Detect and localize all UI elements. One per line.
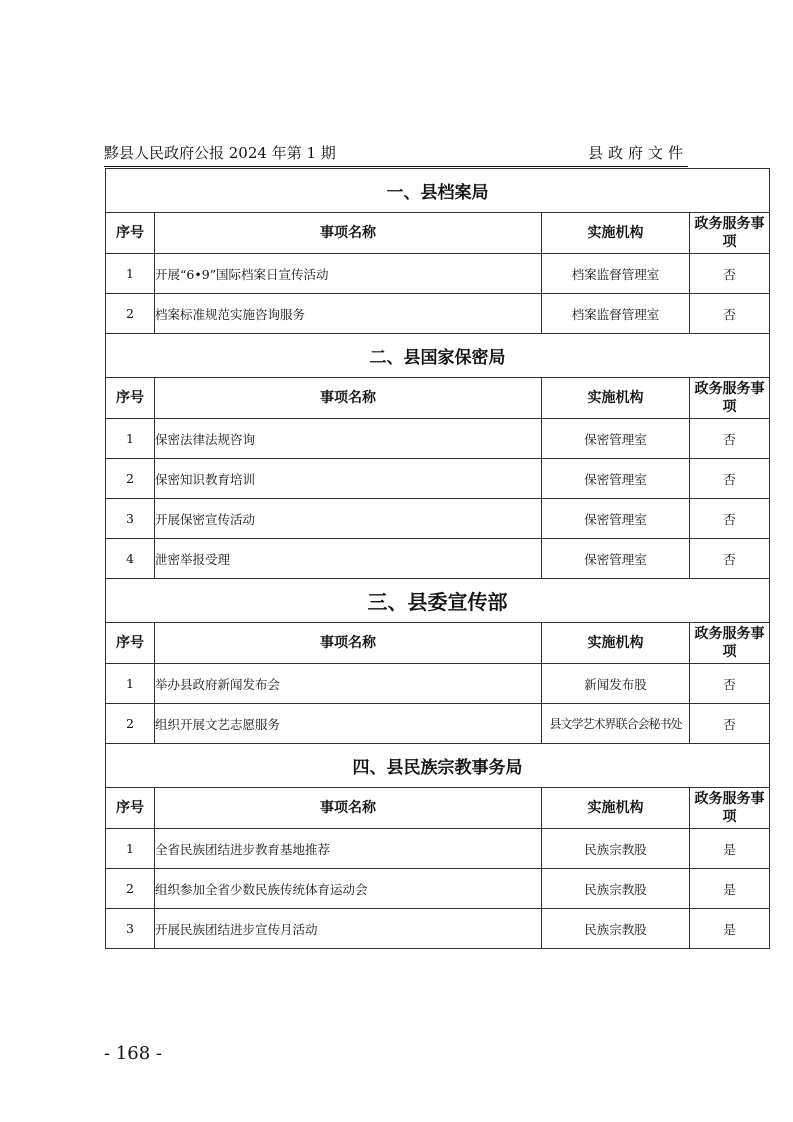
col-header-name: 事项名称 bbox=[155, 213, 542, 254]
col-header-org: 实施机构 bbox=[542, 213, 690, 254]
header-row bbox=[106, 213, 770, 254]
cell-org: 档案监督管理室 bbox=[542, 294, 690, 334]
cell-seq: 1 bbox=[106, 419, 155, 459]
section-title: 三、县委宣传部 bbox=[106, 579, 770, 623]
cell-seq: 1 bbox=[106, 664, 155, 704]
cell-org: 保密管理室 bbox=[542, 459, 690, 499]
table-row bbox=[106, 294, 770, 334]
table-row bbox=[106, 539, 770, 579]
cell-seq: 2 bbox=[106, 704, 155, 744]
col-header-svc: 政务服务事项 bbox=[690, 788, 770, 829]
table-row bbox=[106, 869, 770, 909]
cell-org: 新闻发布股 bbox=[542, 664, 690, 704]
cell-svc: 否 bbox=[690, 704, 770, 744]
cell-svc: 否 bbox=[690, 459, 770, 499]
cell-name: 全省民族团结进步教育基地推荐 bbox=[155, 829, 542, 869]
page-header bbox=[104, 142, 688, 164]
col-header-svc: 政务服务事项 bbox=[690, 378, 770, 419]
col-header-seq: 序号 bbox=[106, 378, 155, 419]
section-label: 县政府文件 bbox=[587, 144, 688, 162]
header-row bbox=[106, 378, 770, 419]
cell-svc: 是 bbox=[690, 829, 770, 869]
table-row bbox=[106, 704, 770, 744]
table-row bbox=[106, 499, 770, 539]
cell-seq: 1 bbox=[106, 829, 155, 869]
cell-svc: 否 bbox=[690, 419, 770, 459]
cell-name: 泄密举报受理 bbox=[155, 539, 542, 579]
col-header-svc: 政务服务事项 bbox=[690, 213, 770, 254]
cell-org: 保密管理室 bbox=[542, 539, 690, 579]
cell-seq: 3 bbox=[106, 909, 155, 949]
cell-name: 开展“6•9”国际档案日宣传活动 bbox=[155, 254, 542, 294]
col-header-org: 实施机构 bbox=[542, 788, 690, 829]
header-rule bbox=[104, 166, 688, 167]
header-row bbox=[106, 623, 770, 664]
cell-org: 保密管理室 bbox=[542, 419, 690, 459]
table-row bbox=[106, 254, 770, 294]
header-row bbox=[106, 788, 770, 829]
section-row bbox=[106, 334, 770, 378]
col-header-seq: 序号 bbox=[106, 788, 155, 829]
cell-name: 保密知识教育培训 bbox=[155, 459, 542, 499]
cell-name: 档案标准规范实施咨询服务 bbox=[155, 294, 542, 334]
cell-name: 保密法律法规咨询 bbox=[155, 419, 542, 459]
section-row bbox=[106, 744, 770, 788]
cell-svc: 否 bbox=[690, 499, 770, 539]
section-row bbox=[106, 169, 770, 213]
table-row bbox=[106, 459, 770, 499]
cell-svc: 否 bbox=[690, 294, 770, 334]
col-header-org: 实施机构 bbox=[542, 623, 690, 664]
section-title: 四、县民族宗教事务局 bbox=[106, 744, 770, 788]
cell-org: 县文学艺术界联合会秘书处 bbox=[542, 704, 690, 744]
cell-svc: 否 bbox=[690, 539, 770, 579]
cell-seq: 3 bbox=[106, 499, 155, 539]
cell-svc: 否 bbox=[690, 254, 770, 294]
section-title: 二、县国家保密局 bbox=[106, 334, 770, 378]
table-row bbox=[106, 829, 770, 869]
cell-name: 组织开展文艺志愿服务 bbox=[155, 704, 542, 744]
cell-name: 组织参加全省少数民族传统体育运动会 bbox=[155, 869, 542, 909]
cell-name: 举办县政府新闻发布会 bbox=[155, 664, 542, 704]
cell-seq: 2 bbox=[106, 869, 155, 909]
col-header-name: 事项名称 bbox=[155, 623, 542, 664]
col-header-name: 事项名称 bbox=[155, 788, 542, 829]
cell-org: 保密管理室 bbox=[542, 499, 690, 539]
cell-seq: 2 bbox=[106, 459, 155, 499]
cell-seq: 4 bbox=[106, 539, 155, 579]
cell-seq: 1 bbox=[106, 254, 155, 294]
cell-org: 民族宗教股 bbox=[542, 869, 690, 909]
cell-name: 开展民族团结进步宣传月活动 bbox=[155, 909, 542, 949]
service-items-table bbox=[105, 168, 770, 949]
bulletin-title: 黟县人民政府公报 2024 年第 1 期 bbox=[104, 144, 336, 162]
col-header-seq: 序号 bbox=[106, 623, 155, 664]
cell-seq: 2 bbox=[106, 294, 155, 334]
cell-name: 开展保密宣传活动 bbox=[155, 499, 542, 539]
col-header-org: 实施机构 bbox=[542, 378, 690, 419]
cell-org: 民族宗教股 bbox=[542, 829, 690, 869]
table-row bbox=[106, 664, 770, 704]
cell-org: 档案监督管理室 bbox=[542, 254, 690, 294]
cell-org: 民族宗教股 bbox=[542, 909, 690, 949]
col-header-svc: 政务服务事项 bbox=[690, 623, 770, 664]
table-row bbox=[106, 419, 770, 459]
cell-svc: 否 bbox=[690, 664, 770, 704]
cell-svc: 是 bbox=[690, 909, 770, 949]
section-row bbox=[106, 579, 770, 623]
section-title: 一、县档案局 bbox=[106, 169, 770, 213]
page-number: - 168 - bbox=[104, 1043, 162, 1064]
cell-svc: 是 bbox=[690, 869, 770, 909]
col-header-name: 事项名称 bbox=[155, 378, 542, 419]
col-header-seq: 序号 bbox=[106, 213, 155, 254]
table-row bbox=[106, 909, 770, 949]
